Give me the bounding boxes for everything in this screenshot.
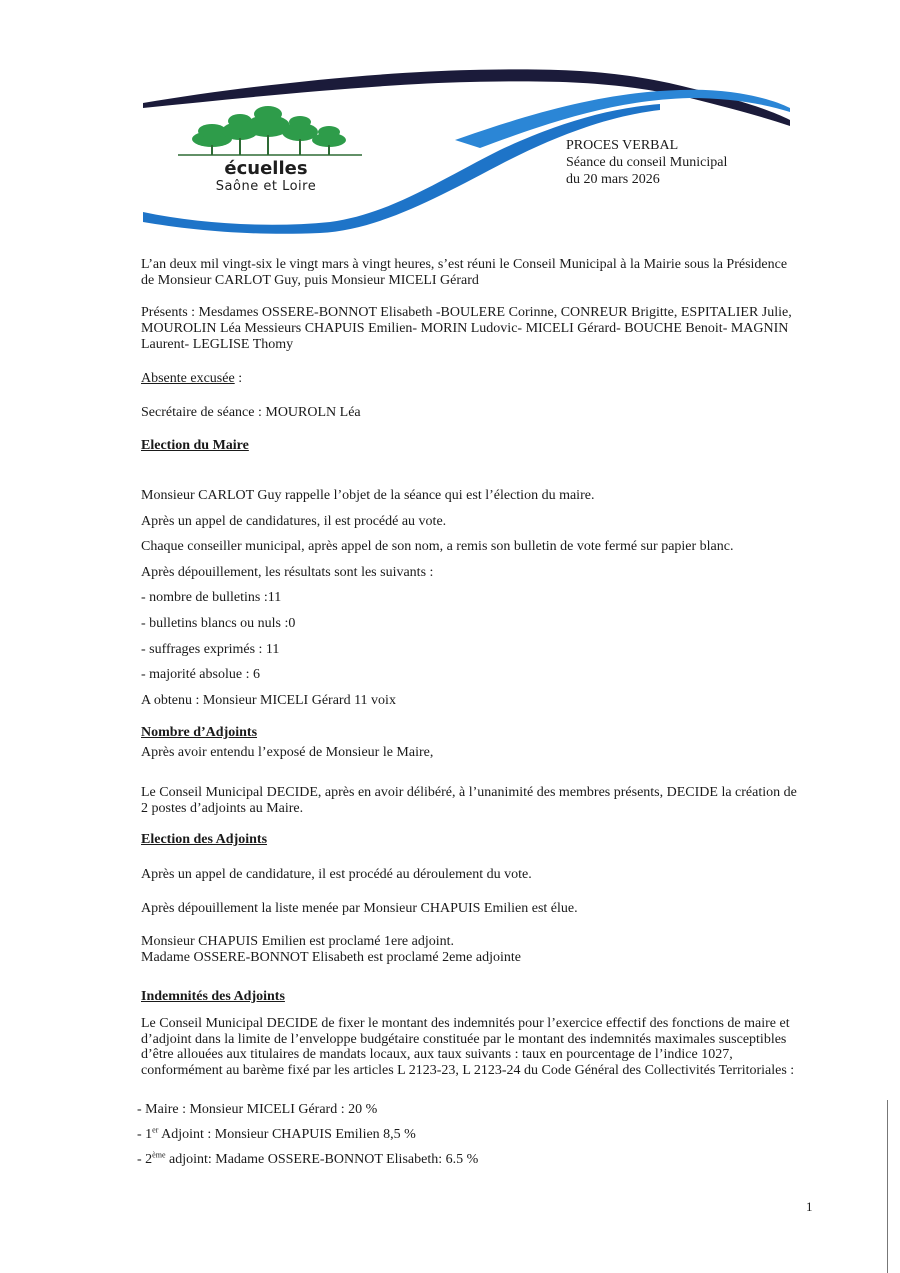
logo-region-name: Saône et Loire xyxy=(215,179,317,194)
rate-maire: - Maire : Monsieur MICELI Gérard : 20 % xyxy=(137,1102,378,1117)
nombre-adjoints-line-1: Après avoir entendu l’exposé de Monsieur le Maire, xyxy=(141,745,434,760)
title-line-3: du 20 mars 2026 xyxy=(566,172,660,187)
decision-line-2: 2 postes d’adjoints au Maire. xyxy=(141,801,304,816)
indemnites-rates xyxy=(137,1097,817,1172)
attendees-paragraph xyxy=(141,305,821,353)
scan-edge-line xyxy=(887,1100,888,1273)
title-line-2: Séance du conseil Municipal xyxy=(566,155,728,170)
attendees-line-3: Laurent- LEGLISE Thomy xyxy=(141,337,294,352)
adjoints-line-1: Après un appel de candidature, il est procédé au déroulement du vote. xyxy=(141,867,532,882)
attendees-line-1: Présents : Mesdames OSSERE-BONNOT Elisabeth -BOULERE Corinne, CONREUR Brigitte, ESPITALIER Julie, xyxy=(141,305,792,320)
rate-adjoint-1 xyxy=(137,1122,817,1147)
election-maire-list xyxy=(141,483,821,713)
secretary-line: Secrétaire de séance : MOUROLN Léa xyxy=(141,405,361,420)
document-title-block xyxy=(566,137,727,188)
election-line: Chaque conseiller municipal, après appel de son nom, a remis son bulletin de vote fermé sur papier blanc. xyxy=(141,539,734,555)
rate-adjoint-1-text: Adjoint : Monsieur CHAPUIS Emilien 8,5 % xyxy=(158,1127,416,1142)
absent-colon: : xyxy=(234,371,243,386)
rate-adjoint-2-sup: ème xyxy=(152,1150,166,1160)
heading-nombre-adjoints: Nombre d’Adjoints xyxy=(141,725,258,740)
absent-line xyxy=(141,371,821,387)
indemnites-paragraph xyxy=(141,1016,821,1078)
logo-town-name: écuelles xyxy=(224,158,308,179)
heading-indemnites: Indemnités des Adjoints xyxy=(141,989,285,1004)
adjoints-line-4: Madame OSSERE-BONNOT Elisabeth est proclamé 2eme adjointe xyxy=(141,950,521,965)
indemnites-line-1: Le Conseil Municipal DECIDE de fixer le montant des indemnités pour l’exercice effectif des fonctions de maire et xyxy=(141,1016,790,1031)
election-line: - nombre de bulletins :11 xyxy=(141,590,282,606)
election-line: Après dépouillement, les résultats sont les suivants : xyxy=(141,564,434,580)
title-line-1: PROCES VERBAL xyxy=(566,138,679,153)
adjoints-line-2: Après dépouillement la liste menée par Monsieur CHAPUIS Emilien est élue. xyxy=(141,901,578,916)
rate-adjoint-1-sup: er xyxy=(152,1125,159,1135)
adjoints-line-3: Monsieur CHAPUIS Emilien est proclamé 1ere adjoint. xyxy=(141,934,454,949)
rate-adjoint-2-text: adjoint: Madame OSSERE-BONNOT Elisabeth: 6.5 % xyxy=(165,1152,479,1167)
header-wave-graphic xyxy=(0,0,900,240)
indemnites-line-3: d’être allouées aux titulaires de mandats locaux, aux taux suivants : taux en pourcentage de l’indice 1027, xyxy=(141,1047,733,1062)
decision-line-1: Le Conseil Municipal DECIDE, après en avoir délibéré, à l’unanimité des membres présents, DECIDE la création de xyxy=(141,785,797,800)
election-line: - suffrages exprimés : 11 xyxy=(141,641,280,657)
attendees-line-2: MOUROLIN Léa Messieurs CHAPUIS Emilien- MORIN Ludovic- MICELI Gérard- BOUCHE Benoit- MAGNIN xyxy=(141,321,789,336)
rate-adjoint-1-prefix: - 1 xyxy=(137,1127,153,1142)
rate-adjoint-2-prefix: - 2 xyxy=(137,1152,153,1167)
election-line: - bulletins blancs ou nuls :0 xyxy=(141,615,296,631)
page-number: 1 xyxy=(806,1199,813,1214)
adjoints-proclamation xyxy=(141,934,821,966)
election-line: Monsieur CARLOT Guy rappelle l’objet de la séance qui est l’élection du maire. xyxy=(141,488,595,503)
opening-line-1: L’an deux mil vingt-six le vingt mars à vingt heures, s’est réuni le Conseil Municipal à la Mairie sous la Présidence xyxy=(141,257,788,272)
indemnites-line-2: d’adjoint dans la limite de l’enveloppe budgétaire constituée par le montant des indemnités maximales susceptibles xyxy=(141,1031,787,1047)
rate-adjoint-2 xyxy=(137,1147,817,1172)
opening-paragraph xyxy=(141,257,821,289)
decision-paragraph xyxy=(141,785,821,817)
absent-label: Absente excusée xyxy=(141,371,235,386)
heading-election-adjoints: Election des Adjoints xyxy=(141,832,268,847)
election-line: Après un appel de candidatures, il est procédé au vote. xyxy=(141,513,447,529)
election-line: A obtenu : Monsieur MICELI Gérard 11 voix xyxy=(141,692,396,708)
heading-election-maire: Election du Maire xyxy=(141,438,249,453)
opening-line-2: de Monsieur CARLOT Guy, puis Monsieur MICELI Gérard xyxy=(141,273,479,288)
election-line: - majorité absolue : 6 xyxy=(141,667,260,683)
indemnites-line-4: conformément au barème fixé par les articles L 2123-23, L 2123-24 du Code Général des Collectivités Territoriales : xyxy=(141,1062,795,1078)
